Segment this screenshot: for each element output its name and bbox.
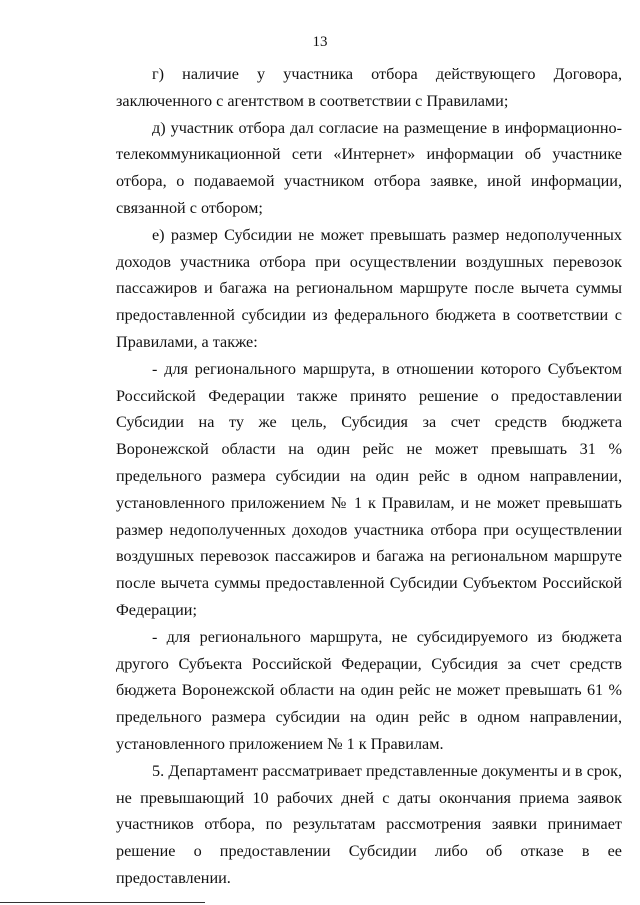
document-body <box>116 61 622 892</box>
paragraph-item-e: е) размер Субсидии не может превышать размер недополученных доходов участника отбора при осуществлении воздушных перевозок пассажиров и багажа на региональном маршруте после вычета суммы предоставленной субсидии из федерального бюджета в соответствии с Правилами, а также: <box>116 225 622 351</box>
paragraph-dash-regional-not-subsidized: - для регионального маршрута, не субсидируемого из бюджета другого Субъекта Российской Федерации, Субсидия за счет средств бюджета Воронежской области на один рейс не может превышать 61 % предельного размера субсидии на один рейс в одном направлении, установленного приложением № 1 к Правилам. <box>116 627 622 753</box>
footnote-divider <box>0 902 205 903</box>
paragraph-dash-regional-co-subsidized: - для регионального маршрута, в отношении которого Субъектом Российской Федерации также принято решение о предоставлении Субсидии на ту же цель, Субсидия за счет средств бюджета Воронежской области на один рейс не может превышать 31 % предельного размера субсидии на один рейс в одном направлении, установленного приложением № 1 к Правилам, и не может превышать размер недополученных доходов участника отбора при осуществлении воздушных перевозок пассажиров и багажа на региональном маршруте после вычета суммы предоставленной Субсидии Субъектом Российской Федерации; <box>116 359 622 619</box>
paragraph-item-5: 5. Департамент рассматривает представленные документы и в срок, не превышающий 10 рабочих дней с даты окончания приема заявок участников отбора, по результатам рассмотрения заявки принимает решение о предоставлении Субсидии либо об отказе в ее предоставлении. <box>116 761 622 887</box>
paragraph-item-g: г) наличие у участника отбора действующего Договора, заключенного с агентством в соответствии с Правилами; <box>116 65 622 110</box>
page-number: 13 <box>312 34 328 50</box>
paragraph-item-d: д) участник отбора дал согласие на размещение в информационно-телекоммуникационной сети «Интернет» информации об участнике отбора, о подаваемой участником отбора заявке, иной информации, связанной с отбором; <box>116 118 622 217</box>
